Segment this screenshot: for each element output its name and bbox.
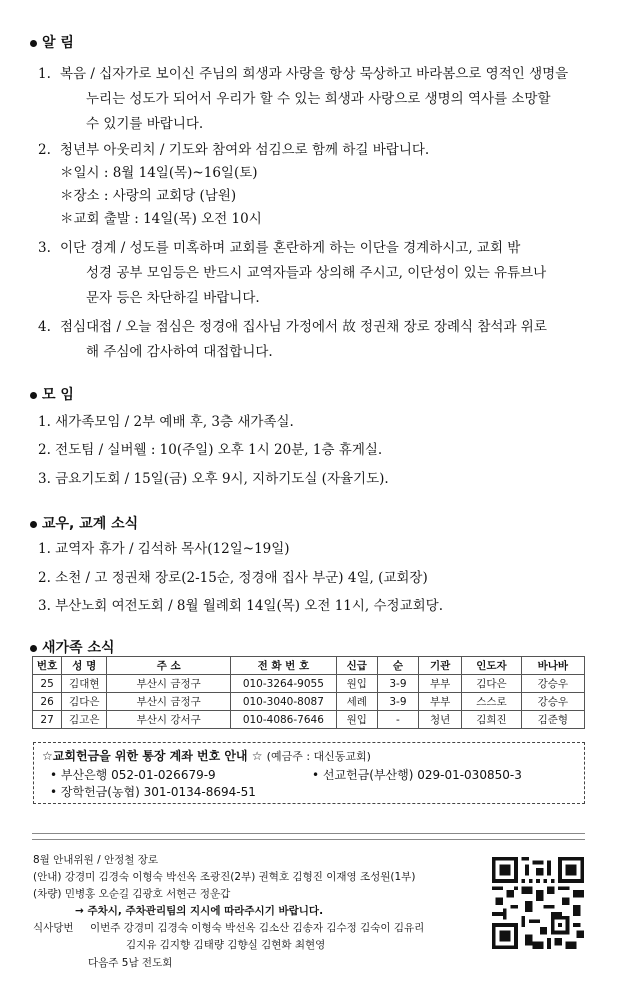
footer-meal-this-week-cont: 김지유 김지향 김태량 김향실 김현화 최현영 [126,939,326,951]
new-family-table [32,656,585,729]
col-header: 순 [377,657,418,675]
section-title-news: 교우, 교계 소식 [30,513,138,533]
footer-ushers: (안내) 강경미 김경숙 이형숙 박선옥 조광진(2부) 권혁호 김형진 이재영 조성원(1부) [33,871,416,883]
news-item-1: 1. 교역자 휴가 / 김석하 목사(12일~19일) [38,541,290,557]
table-row: 25 김대현 부산시 금정구 010-3264-9055 원입 3-9 부부 김다은 강승우 [33,675,585,693]
col-header: 기관 [419,657,462,675]
notice-sub-departure: ＊교회 출발 : 14일(목) 오전 10시 [60,211,262,227]
col-header: 신급 [336,657,377,675]
bank-holder: (예금주 : 대신동교회) [266,750,371,763]
meeting-item-3: 3. 금요기도회 / 15일(금) 오후 9시, 지하기도실 (자율기도). [38,471,389,487]
meeting-item-1: 1. 새가족모임 / 2부 예배 후, 3층 새가족실. [38,414,294,430]
col-header: 번호 [33,657,62,675]
col-header: 성 명 [62,657,107,675]
footer-meal-label: 식사당번 [33,922,74,934]
footer-meal-next-week: 다음주 5남 전도회 [88,957,173,969]
divider [32,833,585,834]
section-title-meetings: 모 임 [30,384,74,404]
news-item-3: 3. 부산노회 여전도회 / 8월 월례회 14일(목) 오전 11시, 수정교회당. [38,598,444,614]
footer-parking-note: → 주차시, 주차관리팀의 지시에 따라주시기 바랍니다. [75,905,324,917]
divider [32,839,585,840]
notice-sub-date: ＊일시 : 8월 14일(목)~16일(토) [60,165,258,181]
footer-usher-head: 8월 안내위원 / 안정철 장로 [33,854,158,866]
notice-item-4: 4. 점심대접 / 오늘 점심은 정경애 집사님 가정에서 故 정권채 장로 장례식 참석과 위로 해 주심에 감사하여 대접합니다. [38,319,547,360]
meeting-item-2: 2. 전도팀 / 실버웰 : 10(주일) 오후 1시 20분, 1층 휴게실. [38,442,383,458]
table-row: 26 김다은 부산시 금정구 010-3040-8087 세례 3-9 부부 스스로 강승우 [33,693,585,711]
notice-item-3: 3. 이단 경계 / 성도를 미혹하며 교회를 혼란하게 하는 이단을 경계하시고, 교회 밖 성경 공부 모임등은 반드시 교역자들과 상의해 주시고, 이단성이 있는 유튜브나 문자 등은 차단하길 바랍니다. [38,240,547,306]
bank-title: ☆교회헌금을 위한 통장 계좌 번호 안내 ☆ (예금주 : 대신동교회) [42,749,371,763]
notice-sub-place: ＊장소 : 사랑의 교회당 (남원) [60,188,237,204]
table-row: 27 김고은 부산시 강서구 010-4086-7646 원입 - 청년 김희진 김준형 [33,711,585,729]
footer-meal-this-week: 이번주 강경미 김경숙 이형숙 박선옥 김소산 김송자 김수정 김숙이 김유리 [90,922,425,934]
news-item-2: 2. 소천 / 고 정권채 장로(2-15순, 정경애 집사 부군) 4일, (교회장) [38,570,428,586]
qr-code-icon [492,857,584,949]
bank-account-box [33,742,585,804]
col-header: 바나바 [521,657,584,675]
notice-item-1: 1. 복음 / 십자가로 보이신 주님의 희생과 사랑을 항상 묵상하고 바라봄으로 영적인 생명을 누리는 성도가 되어서 우리가 할 수 있는 희생과 사랑으로 생명의 역사를 소망할 수 있기를 바랍니다. [38,66,569,132]
col-header: 주 소 [107,657,231,675]
table-header-row [33,657,585,675]
section-title-notices: 알 림 [30,32,74,52]
bank-account-scholarship: • 장학헌금(농협) 301-0134-8694-51 [50,785,256,799]
notice-item-2: 2. 청년부 아웃리치 / 기도와 참여와 섬김으로 함께 하길 바랍니다. [38,142,430,158]
footer-drivers: (차량) 민병홍 오순길 김광호 서현근 정운갑 [33,888,231,900]
col-header: 전 화 번 호 [231,657,337,675]
bank-account-busan: • 부산은행 052-01-026679-9 [50,768,216,782]
section-title-new-family: 새가족 소식 [30,637,115,657]
col-header: 인도자 [462,657,521,675]
bank-account-mission: • 선교헌금(부산행) 029-01-030850-3 [312,768,522,782]
